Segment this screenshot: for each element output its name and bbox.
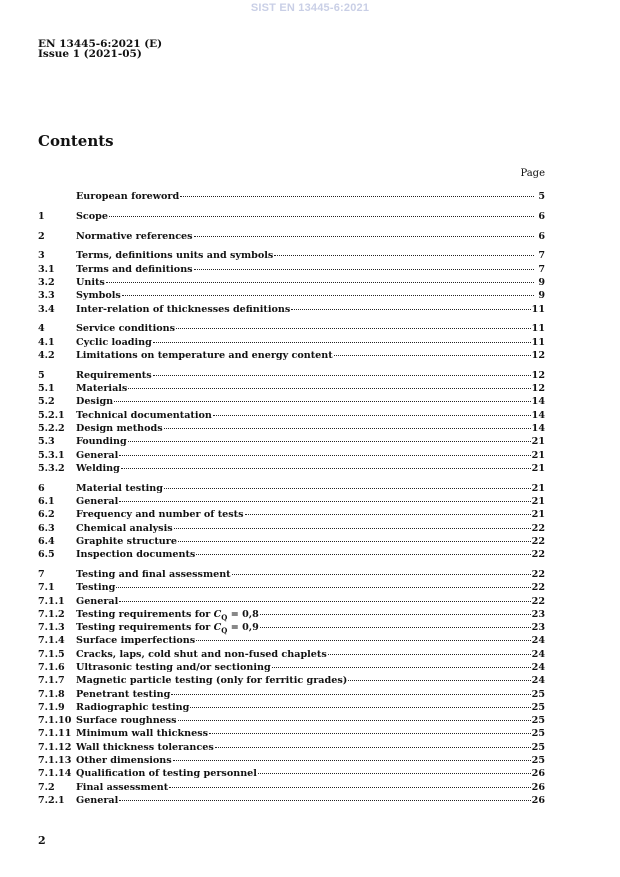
toc-entry-number: 5.2.2 [38,422,65,434]
dot-leader [196,554,530,555]
toc-entry-title: Service conditions [76,323,176,335]
dot-leader [190,707,530,708]
dot-leader [174,528,531,529]
toc-entry-title: Chemical analysis [76,522,173,534]
dot-leader [119,601,530,602]
toc-entry-page: 7 [538,263,545,275]
dot-leader [348,680,530,681]
toc-entry-title: Materials [76,383,128,395]
toc-entry-page: 6 [538,210,545,222]
toc-entry[interactable] [38,622,545,635]
toc-entry-title: Inspection documents [76,549,196,561]
toc-entry-number: 5.3.1 [38,449,65,461]
toc-entry[interactable] [38,662,545,675]
toc-entry-title: Testing requirements for $C_Q = 0,8$ [76,608,259,622]
cq-symbol: C [213,622,222,634]
toc-entry-page: 25 [531,701,545,713]
toc-entry-number: 5 [38,369,45,381]
table-of-contents [38,191,545,808]
document-header [38,39,162,59]
toc-entry-number: 7.1.1 [38,595,65,607]
toc-entry[interactable] [38,496,545,509]
toc-entry[interactable] [38,211,545,224]
toc-entry-title: Testing requirements for $C_Q = 0,9$ [76,622,259,636]
toc-entry-title: Surface imperfections [76,635,196,647]
toc-entry-number: 6.3 [38,522,55,534]
toc-entry[interactable] [38,396,545,409]
contents-heading: Contents [38,132,114,150]
toc-entry-number: 6 [38,482,45,494]
dot-leader [169,787,530,788]
toc-entry-title: Graphite structure [76,535,177,547]
toc-entry-title: Penetrant testing [76,688,171,700]
toc-entry-title: Symbols [76,290,121,302]
toc-entry[interactable] [38,782,545,795]
dot-leader [209,733,531,734]
dot-leader [180,196,534,197]
toc-entry[interactable] [38,323,545,336]
dot-leader [121,468,531,469]
toc-entry-page: 7 [538,250,545,262]
toc-entry-title: Wall thickness tolerances [76,741,214,753]
dot-leader [213,415,531,416]
toc-entry[interactable] [38,231,545,244]
toc-entry-title: Normative references [76,230,193,242]
toc-entry-number: 7.2.1 [38,794,65,806]
dot-leader [119,800,530,801]
toc-entry[interactable] [38,609,545,622]
dot-leader [106,282,534,283]
toc-entry-number: 7.1.8 [38,688,65,700]
toc-entry-title: Scope [76,210,108,222]
dot-leader [194,269,534,270]
toc-entry-number: 7.1.4 [38,635,65,647]
document-id: EN 13445-6:2021 (E) [38,38,163,50]
dot-leader [232,574,531,575]
toc-entry[interactable] [38,536,545,549]
toc-entry-page: 11 [531,303,545,315]
toc-entry-page: 21 [531,509,545,521]
toc-entry-number: 7.1.12 [38,741,72,753]
toc-entry-page: 11 [531,336,545,348]
toc-entry-page: 11 [531,323,545,335]
toc-entry-page: 26 [531,768,545,780]
toc-entry-title: Welding [76,462,120,474]
toc-entry-page: 5 [538,191,545,202]
toc-entry[interactable] [38,383,545,396]
page-number: 2 [38,834,46,847]
dot-leader [258,773,531,774]
toc-entry-title: Qualification of testing personnel [76,768,257,780]
toc-entry-page: 25 [531,715,545,727]
toc-entry-title: Minimum wall thickness [76,728,209,740]
toc-entry-title: Radiographic testing [76,701,190,713]
toc-entry-page: 23 [531,608,545,620]
toc-entry[interactable] [38,582,545,595]
toc-entry-number: 6.5 [38,549,55,561]
toc-entry-page: 22 [531,582,545,594]
toc-entry-title: Testing [76,582,116,594]
toc-entry-title: Testing and final assessment [76,568,231,580]
toc-entry-title: Ultrasonic testing and/or sectioning [76,662,271,673]
toc-entry-title: Other dimensions [76,755,172,767]
dot-leader [196,640,530,641]
toc-entry-number: 3.2 [38,276,55,288]
toc-entry-page: 9 [538,290,545,302]
toc-entry-title: General [76,495,119,507]
toc-entry-title: Terms, definitions units and symbols [76,250,274,262]
dot-leader [215,747,531,748]
toc-entry-title: Design methods [76,422,163,434]
toc-entry[interactable] [38,509,545,522]
toc-entry[interactable] [38,715,545,728]
toc-entry[interactable] [38,795,545,808]
toc-entry-page: 24 [531,635,545,647]
toc-entry[interactable] [38,483,545,496]
toc-entry-number: 7.1.5 [38,648,65,660]
toc-entry-number: 3 [38,250,45,262]
toc-entry[interactable] [38,423,545,436]
toc-entry-number: 7.1.6 [38,662,65,673]
dot-leader [178,720,531,721]
toc-entry-title: Final assessment [76,781,169,793]
toc-entry-number: 7.1.3 [38,622,65,634]
toc-entry[interactable] [38,728,545,741]
toc-entry[interactable] [38,742,545,755]
document-issue: Issue 1 (2021-05) [38,48,142,60]
dot-leader [171,694,530,695]
dot-leader [119,501,530,502]
toc-entry[interactable] [38,337,545,350]
toc-entry[interactable] [38,250,545,263]
dot-leader [328,654,531,655]
toc-entry-title: Magnetic particle testing (only for ferritic grades) [76,675,348,687]
toc-entry-title: Cyclic loading [76,336,152,348]
toc-entry-number: 4 [38,323,45,335]
toc-entry-title: Limitations on temperature and energy content [76,349,333,361]
toc-entry-number: 3.4 [38,303,55,315]
toc-entry[interactable] [38,702,545,715]
toc-entry[interactable] [38,410,545,423]
toc-entry-title: General [76,794,119,806]
toc-entry[interactable] [38,264,545,277]
toc-entry[interactable] [38,675,545,688]
toc-entry-number: 4.1 [38,336,55,348]
dot-leader [260,614,531,615]
toc-entry-title: Units [76,276,105,288]
dot-leader [116,587,530,588]
toc-entry[interactable] [38,436,545,449]
toc-entry-title: General [76,449,119,461]
dot-leader [272,667,531,668]
dot-leader [178,541,531,542]
toc-entry-page: 21 [531,482,545,494]
toc-entry-number: 7.1.11 [38,728,72,740]
dot-leader [194,236,534,237]
toc-entry-page: 24 [531,648,545,660]
dot-leader [122,295,534,296]
toc-entry-number: 7 [38,568,45,580]
toc-entry-page: 14 [531,422,545,434]
dot-leader [114,401,530,402]
toc-entry[interactable] [38,768,545,781]
toc-entry[interactable] [38,370,545,383]
toc-entry-title: Material testing [76,482,163,494]
toc-entry-number: 3.3 [38,290,55,302]
toc-entry-page: 22 [531,549,545,561]
toc-entry[interactable] [38,635,545,648]
toc-entry-number: 5.1 [38,383,55,395]
toc-entry-number: 5.2.1 [38,409,65,421]
toc-entry-title: Cracks, laps, cold shut and non-fused chaplets [76,648,327,660]
toc-entry[interactable] [38,463,545,476]
toc-entry-number: 7.1.2 [38,608,65,620]
toc-entry-title: General [76,595,119,607]
dot-leader [128,388,530,389]
toc-entry-page: 12 [531,383,545,395]
watermark-text: SIST EN 13445-6:2021 [250,2,370,14]
page-column-label: Page [520,168,545,179]
toc-entry-number: 5.3.2 [38,462,65,474]
toc-entry-page: 24 [531,675,545,687]
toc-entry-page: 24 [531,662,545,673]
dot-leader [128,441,531,442]
toc-entry-page: 22 [531,568,545,580]
toc-entry-title: Technical documentation [76,409,212,421]
toc-entry-title: Design [76,396,114,408]
toc-entry[interactable] [38,596,545,609]
toc-entry[interactable] [38,689,545,702]
toc-entry-page: 26 [531,794,545,806]
toc-entry-page: 26 [531,781,545,793]
toc-entry-page: 25 [531,755,545,767]
toc-entry-number: 3.1 [38,263,55,275]
toc-entry-number: 5.2 [38,396,55,408]
toc-entry-number: 1 [38,210,45,222]
toc-entry-number: 7.1.13 [38,755,72,767]
dot-leader [153,375,531,376]
toc-entry[interactable] [38,649,545,662]
cq-subscript: Q [221,626,228,636]
toc-entry[interactable] [38,350,545,363]
toc-entry[interactable] [38,290,545,303]
dot-leader [153,342,531,343]
toc-entry-page: 9 [538,276,545,288]
dot-leader [173,760,531,761]
toc-entry[interactable] [38,304,545,317]
toc-entry-number: 6.2 [38,509,55,521]
toc-entry-number: 6.1 [38,495,55,507]
dot-leader [176,328,531,329]
toc-entry-page: 6 [538,230,545,242]
toc-entry[interactable] [38,569,545,582]
toc-entry-page: 12 [531,369,545,381]
dot-leader [164,488,531,489]
toc-entry-page: 25 [531,688,545,700]
toc-entry-title: Frequency and number of tests [76,509,244,521]
toc-entry-number: 7.1.7 [38,675,65,687]
toc-entry-title: Surface roughness [76,715,177,727]
toc-entry-number: 2 [38,230,45,242]
toc-entry-page: 22 [531,535,545,547]
dot-leader [245,514,531,515]
toc-entry-number: 7.1 [38,582,55,594]
toc-entry-page: 14 [531,409,545,421]
cq-symbol: C [213,608,222,620]
toc-entry[interactable] [38,277,545,290]
toc-entry-number: 7.1.10 [38,715,72,727]
toc-entry-page: 25 [531,728,545,740]
toc-entry-page: 21 [531,436,545,448]
toc-entry-page: 21 [531,462,545,474]
toc-entry[interactable] [38,755,545,768]
toc-entry-title: Founding [76,436,127,448]
toc-entry-title: European foreword [76,191,180,202]
toc-entry-number: 7.1.14 [38,768,72,780]
toc-entry-page: 21 [531,495,545,507]
toc-entry-page: 12 [531,349,545,361]
toc-entry-title: Requirements [76,369,152,381]
dot-leader [260,627,531,628]
toc-entry-page: 22 [531,522,545,534]
toc-entry-number: 6.4 [38,535,55,547]
toc-entry-page: 22 [531,595,545,607]
toc-entry-page: 25 [531,741,545,753]
toc-entry-title: Inter-relation of thicknesses definitions [76,303,291,315]
toc-entry-page: 23 [531,622,545,634]
cq-subscript: Q [221,612,228,622]
toc-entry-number: 7.2 [38,781,55,793]
dot-leader [164,428,531,429]
dot-leader [291,309,530,310]
toc-entry[interactable] [38,450,545,463]
toc-entry-title: Terms and definitions [76,263,193,275]
toc-entry-page: 21 [531,449,545,461]
toc-entry-number: 4.2 [38,349,55,361]
toc-entry[interactable] [38,549,545,562]
toc-entry-number: 5.3 [38,436,55,448]
dot-leader [334,355,531,356]
toc-entry-page: 14 [531,396,545,408]
toc-entry[interactable] [38,523,545,536]
toc-entry-number: 7.1.9 [38,701,65,713]
toc-entry[interactable] [38,191,545,204]
dot-leader [274,255,534,256]
dot-leader [109,216,534,217]
dot-leader [119,455,530,456]
